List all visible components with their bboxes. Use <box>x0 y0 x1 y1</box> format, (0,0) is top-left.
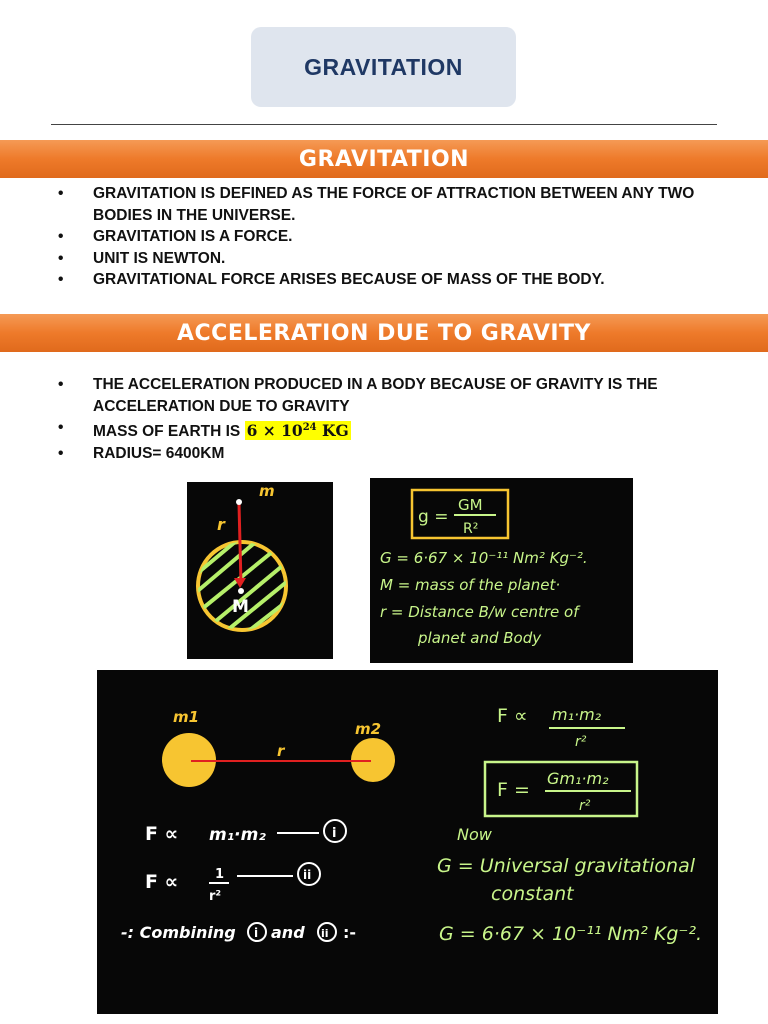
combining-prefix: -: Combining <box>121 923 236 942</box>
formula-board <box>370 478 633 663</box>
mass-value-highlight <box>245 421 351 440</box>
force-formula-lhs: F = <box>497 779 530 801</box>
body-mass-label: m <box>259 482 275 500</box>
combining-number-2: ii <box>321 927 329 940</box>
centre-dot <box>238 588 244 594</box>
proportion-1-number: i <box>332 826 337 841</box>
body-dot <box>236 499 242 505</box>
bullet-item: • RADIUS= 6400KM <box>58 443 728 465</box>
proportion-2-den: r² <box>209 889 222 904</box>
now-label: Now <box>457 825 492 844</box>
bullet-item: • GRAVITATION IS DEFINED AS THE FORCE OF ATTRACTION BETWEEN ANY TWO BODIES IN THE UNIVERSE. <box>58 183 728 226</box>
mass-definition-line: M = mass of the planet· <box>380 576 561 594</box>
g-definition-line: G = Universal gravitational <box>437 855 696 877</box>
section-banner-acceleration <box>0 314 768 352</box>
section-heading: ACCELERATION DUE TO GRAVITY <box>177 320 591 346</box>
planet-mass-label: M <box>232 597 249 617</box>
section-heading: GRAVITATION <box>298 146 470 172</box>
proportion-2-num: 1 <box>215 867 225 882</box>
combining-number-1: i <box>254 926 259 940</box>
acceleration-bullet-list <box>58 374 728 464</box>
g-formula <box>370 478 633 663</box>
right-proportion-lhs: F ∝ <box>497 705 528 727</box>
bullet-item: • THE ACCELERATION PRODUCED IN A BODY BECAUSE OF GRAVITY IS THE ACCELERATION DUE TO GRAVITY <box>58 374 728 417</box>
law-board <box>97 670 718 1014</box>
bullet-item: • GRAVITATION IS A FORCE. <box>58 226 728 248</box>
law-of-gravitation <box>97 670 718 1014</box>
page-title: GRAVITATION <box>304 53 463 80</box>
g-value-line: G = 6·67 × 10⁻¹¹ Nm² Kg⁻². <box>439 923 703 945</box>
radius-label: r <box>217 515 225 534</box>
right-proportion-num: m₁·m₂ <box>552 705 602 724</box>
mass-2-label: m2 <box>355 720 382 738</box>
mass-base: 6 × 10 <box>246 421 303 441</box>
section-banner-gravitation <box>0 140 768 178</box>
combining-and: and <box>271 923 305 942</box>
formula-numerator: GM <box>458 496 483 514</box>
g-constant-line: G = 6·67 × 10⁻¹¹ Nm² Kg⁻². <box>380 549 588 567</box>
combining-suffix: :- <box>343 923 357 942</box>
formula-denominator: R² <box>463 521 479 537</box>
mass-unit: KG <box>316 421 349 441</box>
mass-1-label: m1 <box>173 708 200 726</box>
divider <box>51 124 717 125</box>
distance-definition-line-2: planet and Body <box>418 629 542 647</box>
bullet-item <box>58 417 728 443</box>
formula-lhs: g = <box>418 507 449 527</box>
separation-label: r <box>277 742 285 760</box>
right-proportion-den: r² <box>575 734 587 750</box>
bullet-item: • UNIT IS NEWTON. <box>58 248 728 270</box>
mass-prefix: MASS OF EARTH IS <box>93 423 245 441</box>
force-formula-num: Gm₁·m₂ <box>547 769 609 788</box>
proportion-1-lhs: F ∝ <box>145 823 179 845</box>
proportion-2-number: ii <box>303 868 312 882</box>
proportion-1-rhs: m₁·m₂ <box>209 825 266 845</box>
gravitation-bullet-list <box>58 183 728 291</box>
radius-line <box>239 504 241 584</box>
g-definition-line-2: constant <box>491 883 574 905</box>
distance-definition-line: r = Distance B/w centre of <box>380 603 579 621</box>
planet-diagram <box>187 482 333 659</box>
planet-diagram-board <box>187 482 333 659</box>
title-box <box>251 27 516 107</box>
bullet-item: • GRAVITATIONAL FORCE ARISES BECAUSE OF MASS OF THE BODY. <box>58 269 728 291</box>
mass-exponent: 24 <box>302 422 317 433</box>
proportion-2-lhs: F ∝ <box>145 871 179 893</box>
force-formula-den: r² <box>579 798 591 814</box>
